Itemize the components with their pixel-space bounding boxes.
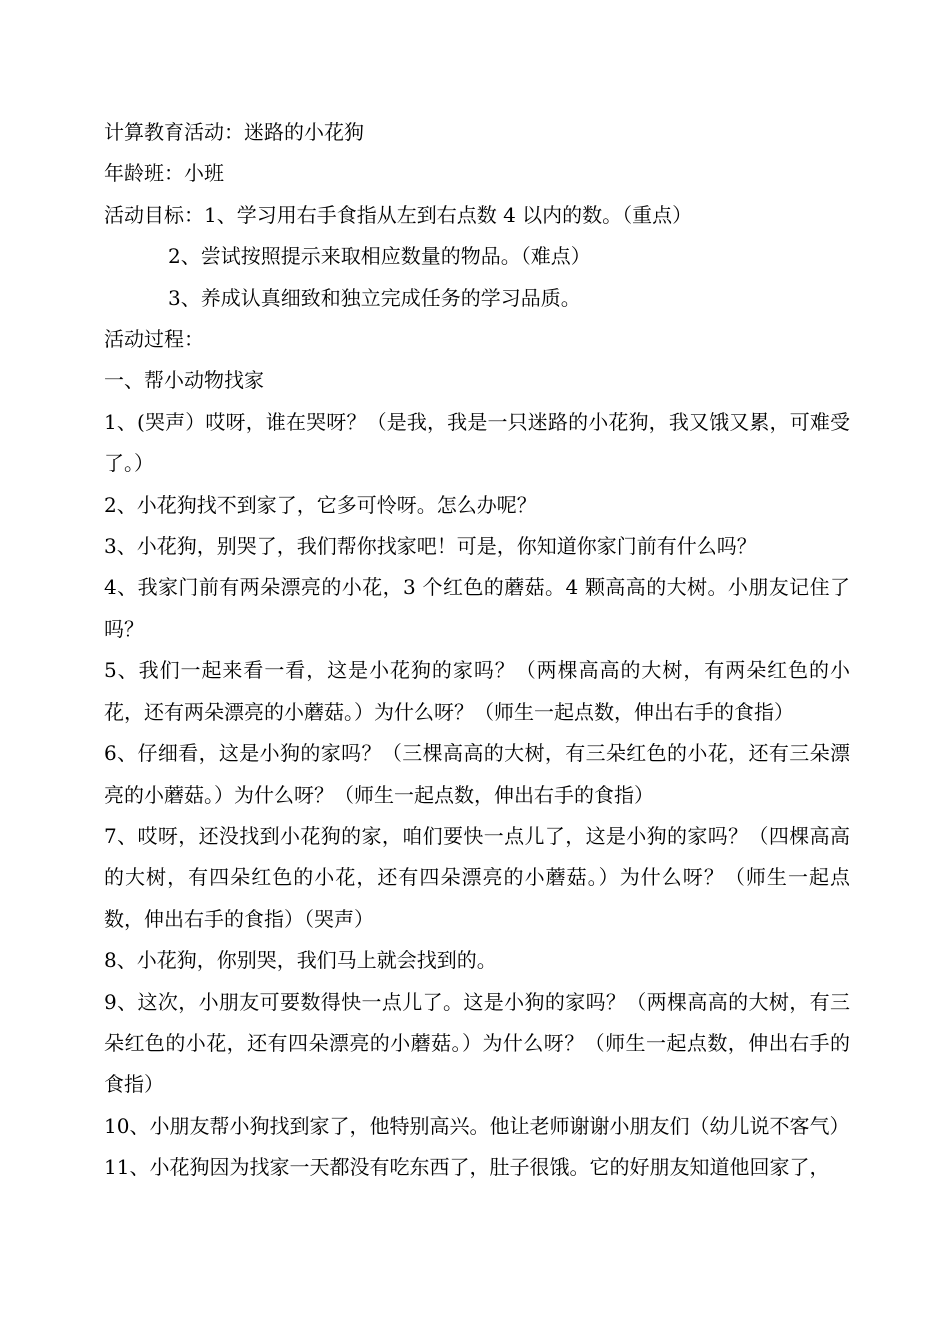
step-paragraph: 2、小花狗找不到家了，它多可怜呀。怎么办呢？ [104, 492, 537, 517]
step-paragraph: 9、这次，小朋友可要数得快一点儿了。这是小狗的家吗？（两棵高高的大树，有三朵红色的小花，还有四朵漂亮的小蘑菇。）为什么呀？（师生一起点数，伸出右手的食指） [104, 989, 850, 1097]
step-paragraph: 1、(哭声）哎呀，谁在哭呀？（是我，我是一只迷路的小花狗，我又饿又累，可难受了。） [104, 409, 850, 476]
step-paragraph: 6、仔细看，这是小狗的家吗？（三棵高高的大树，有三朵红色的小花，还有三朵漂亮的小蘑菇。）为什么呀？（师生一起点数，伸出右手的食指） [104, 741, 850, 807]
document-body [104, 112, 850, 1189]
step-paragraph: 7、哎呀，还没找到小花狗的家，咱们要快一点儿了，这是小狗的家吗？（四棵高高的大树，有四朵红色的小花，还有四朵漂亮的小蘑菇。）为什么呀？（师生一起点数，伸出右手的食指）（哭声） [104, 823, 850, 931]
process-heading: 活动过程： [104, 327, 204, 352]
goal-item: 活动目标：1、学习用右手食指从左到右点数 4 以内的数。（重点） [104, 202, 693, 227]
step-paragraph: 8、小花狗，你别哭，我们马上就会找到的。 [104, 948, 497, 973]
step-paragraph: 5、我们一起来看一看，这是小花狗的家吗？（两棵高高的大树，有两朵红色的小花，还有两朵漂亮的小蘑菇。）为什么呀？（师生一起点数，伸出右手的食指） [104, 658, 850, 724]
age-group: 年龄班：小班 [104, 161, 224, 186]
document-title: 计算教育活动：迷路的小花狗 [104, 120, 364, 144]
step-paragraph: 4、我家门前有两朵漂亮的小花，3 个红色的蘑菇。4 颗高高的大树。小朋友记住了吗？ [104, 575, 850, 641]
goal-item: 2、尝试按照提示来取相应数量的物品。（难点） [168, 244, 591, 269]
step-paragraph: 3、小花狗，别哭了，我们帮你找家吧！可是，你知道你家门前有什么吗？ [104, 534, 757, 559]
goal-item: 3、养成认真细致和独立完成任务的学习品质。 [168, 285, 581, 310]
step-paragraph: 11、小花狗因为找家一天都没有吃东西了，肚子很饿。它的好朋友知道他回家了， [104, 1155, 830, 1180]
step-paragraph: 10、小朋友帮小狗找到家了，他特别高兴。他让老师谢谢小朋友们（幼儿说不客气） [104, 1113, 850, 1138]
section-heading: 一、帮小动物找家 [104, 368, 264, 393]
